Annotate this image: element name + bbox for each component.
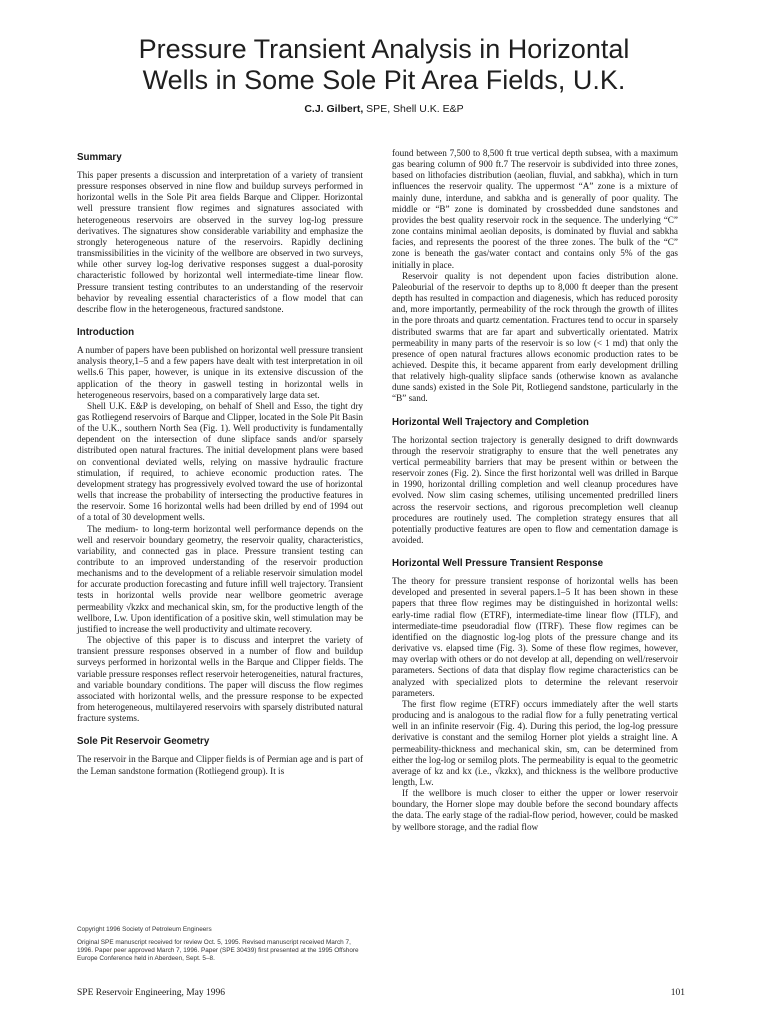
intro-paragraph-1: A number of papers have been published on horizontal well pressure transient analysis theory,1–5 and a few papers have dealt with test interpretation in oil wells.6 This paper, however, is unique in its extensive discussion of the application of the theory in gaswell testing in horizontal wells in heterogeneous reservoirs, based on a comparatively large data set. (77, 345, 364, 400)
manuscript-note: Original SPE manuscript received for review Oct. 5, 1995. Revised manuscript received March 7, 1996. Paper peer approved March 7, 1996. Paper (SPE 30439) first presented at the 1995 Offshore Europe Conference held in Aberdeen, Sept. 5–8. (77, 939, 359, 962)
author-line (40, 103, 728, 115)
geometry-paragraph-1: The reservoir in the Barque and Clipper fields is of Permian age and is part of the Leman sandstone formation (Rotliegend group). It is (77, 754, 364, 776)
response-paragraph-3: If the wellbore is much closer to either the upper or lower reservoir boundary, the Horner slope may double before the second boundary affects the data. The early stage of the radial-flow period, however, could be masked by wellbore storage, and the radial flow (392, 788, 678, 832)
geometry-paragraph-2: found between 7,500 to 8,500 ft true vertical depth subsea, with a maximum gas bearing column of 900 ft.7 The reservoir is subdivided into three zones, based on lithofacies distribution (aeolian, fluvial, and sabkha), which in turn influences the reservoir quality. The uppermost “A” zone is a mixture of mainly dune, interdune, and sabkha and is generally of poor quality. The middle or “B” zone is dominated by crossbedded dune sandstones and provides the best quality reservoir rock in the sequence. The underlying “C” zone contains minimal aeolian deposits, is dominated by fluvial and sabkha facies, and represents the poorest of the three zones. The bulk of the “C” zone is beneath the gas/water contact and contains only 5% of the gas initially in place. (392, 148, 678, 270)
trajectory-paragraph: The horizontal section trajectory is generally designed to drift downwards through the reservoir stratigraphy to ensure that the well penetrates any vertical permeability barriers that may be present within or between the reservoir zones (Fig. 2). Since the first horizontal well was drilled in Barque in 1990, horizontal drilling completion and well cleanup procedures have evolved. Now slim casing schemes, utilising uncemented predrilled liners across the reservoir sections, and rigorous precompletion well cleanup procedures are routinely used. The completion strategy ensures that all potentially productive features are open to flow and cementation damage is avoided. (392, 434, 678, 545)
intro-paragraph-2: Shell U.K. E&P is developing, on behalf of Shell and Esso, the tight dry gas Rotliegend reservoirs of Barque and Clipper, located in the Sole Pit Basin of the U.K., southern North Sea (Fig. 1). Well productivity is fundamentally dependent on the intersection of dune slipface sands and/or sparsely distributed open natural fractures. The initial development plans were based on conventional deviated wells, relying on massive hydraulic fracture stimulation, if required, to achieve economic production rates. The development strategy has progressively evolved toward the use of horizontal wells that increase the probability of intersecting the productive features in the reservoir. Some 16 horizontal wells had been drilled by end of 1994 out of a total of 30 development wells. (77, 400, 363, 523)
intro-paragraph-3: The medium- to long-term horizontal well performance depends on the well and reservoir boundary geometry, the reservoir quality, characteristics, variability, and connected gas in place. Pressure transient testing can contribute to an improved understanding of the reservoir production mechanisms and to the development of a reliable reservoir simulation model for accurate production forecasting and future infill well trajectory. Transient tests in horizontal wells provide near wellbore geometric average permeability √kzkx and mechanical skin, sm, for the productive length of the wellbore, Lw. Upon identification of a positive skin, well stimulation may be justified to increase the well productivity and ultimate recovery. (77, 523, 363, 634)
summary-heading: Summary (77, 152, 122, 163)
summary-paragraph: This paper presents a discussion and interpretation of a variety of transient pressure responses observed in nine flow and buildup surveys performed in horizontal wells in the Sole Pit area fields Barque and Clipper. Horizontal well pressure transient flow regimes and signatures associated with heterogeneous reservoirs are observed in the survey log-log pressure derivatives. The signatures show considerable variability and emphasize the strongly heterogeneous nature of the reservoirs. Rapidly declining transmissibilities in the vicinity of the wellbore are observed in two surveys, while other survey log-log derivative responses suggest a dual-porosity characteristic followed by horizontal well intermediate-time linear flow. Pressure transient testing contributes to an understanding of the reservoir behavior by revealing essential characteristics of a flow model that can describe flow in the heterogeneous, fractured sandstone. (77, 170, 363, 314)
author-affiliation: SPE, Shell U.K. E&P (363, 103, 464, 115)
title-line-2: Wells in Some Sole Pit Area Fields, U.K. (142, 65, 626, 95)
journal-footer: SPE Reservoir Engineering, May 1996 (77, 988, 226, 998)
geometry-heading: Sole Pit Reservoir Geometry (77, 736, 210, 748)
title-line-1: Pressure Transient Analysis in Horizontal (138, 34, 630, 64)
intro-paragraph-4: The objective of this paper is to discuss and interpret the variety of transient pressure responses observed in a number of flow and buildup surveys performed in horizontal wells in the Barque and Clipper fields. The variable pressure responses reflect reservoir heterogeneities, natural fractures, and variable boundary conditions. The paper will discuss the flow regimes associated with horizontal wells, and the pressure response to be expected from heterogeneous, multilayered reservoirs with sparsely distributed natural fracture systems. (77, 635, 363, 724)
geometry-paragraph-3: Reservoir quality is not dependent upon facies distribution alone. Paleoburial of the reservoir to depths up to 8,000 ft deeper than the present depth has resulted in compaction and diagenesis, which has reduced porosity and, more importantly, permeability of the rock through the growth of illites in the pore throats and quartz cementation. Fractures tend to occur in sparsely distributed swarms that are far apart and subvertically orientated. Matrix permeability in many parts of the reservoir is so low (< 1 md) that only the presence of open natural fractures allows economic production rates to be achieved. Despite this, it became apparent from early development drilling that relatively high-quality slipface sands (otherwise known as avalanche dune sands) existed in the Sole Pit, Rotliegend sandstone, particularly in the “B” sand. (392, 270, 678, 404)
page-number: 101 (670, 988, 685, 998)
response-paragraph-2: The first flow regime (ETRF) occurs immediately after the well starts producing and is analogous to the radial flow for a fully penetrating vertical well in an infinite reservoir (Fig. 4). During this period, the log-log pressure derivative is constant and the semilog Horner plot yields a straight line. A permeability-thickness and mechanical skin, sm, can be determined from either the log-log or semilog plots. The permeability is equal to the geometric average of kz and kx (i.e., √kzkx), and thickness is the wellbore productive length, Lw. (392, 698, 678, 787)
right-column (392, 148, 678, 833)
author-name: C.J. Gilbert, (304, 103, 364, 115)
trajectory-heading: Horizontal Well Trajectory and Completion (392, 416, 589, 428)
manuscript-notes (77, 926, 363, 968)
response-paragraph-1: The theory for pressure transient response of horizontal wells has been developed and presented in several papers.1–5 It has been shown in these papers that three flow regimes may be distinguished in horizontal wells: early-time radial flow (ETRF), intermediate-time linear flow (ITLF), and intermediate-time pseudoradial flow (ITRF). These flow regimes can be identified on the diagnostic log-log plots of the pressure change and its derivative vs. elapsed time (Fig. 3). Some of these flow regimes, however, may overlap with others or do not develop at all, depending on well/reservoir parameters. Sections of data that display flow regime characteristics can be analyzed with specialized plots to determine the relevant reservoir parameters. (392, 576, 678, 698)
response-heading: Horizontal Well Pressure Transient Response (392, 558, 604, 570)
copyright-note: Copyright 1996 Society of Petroleum Engineers (77, 926, 212, 933)
paper-title (40, 34, 728, 96)
introduction-heading: Introduction (77, 327, 135, 339)
left-column (77, 148, 363, 777)
